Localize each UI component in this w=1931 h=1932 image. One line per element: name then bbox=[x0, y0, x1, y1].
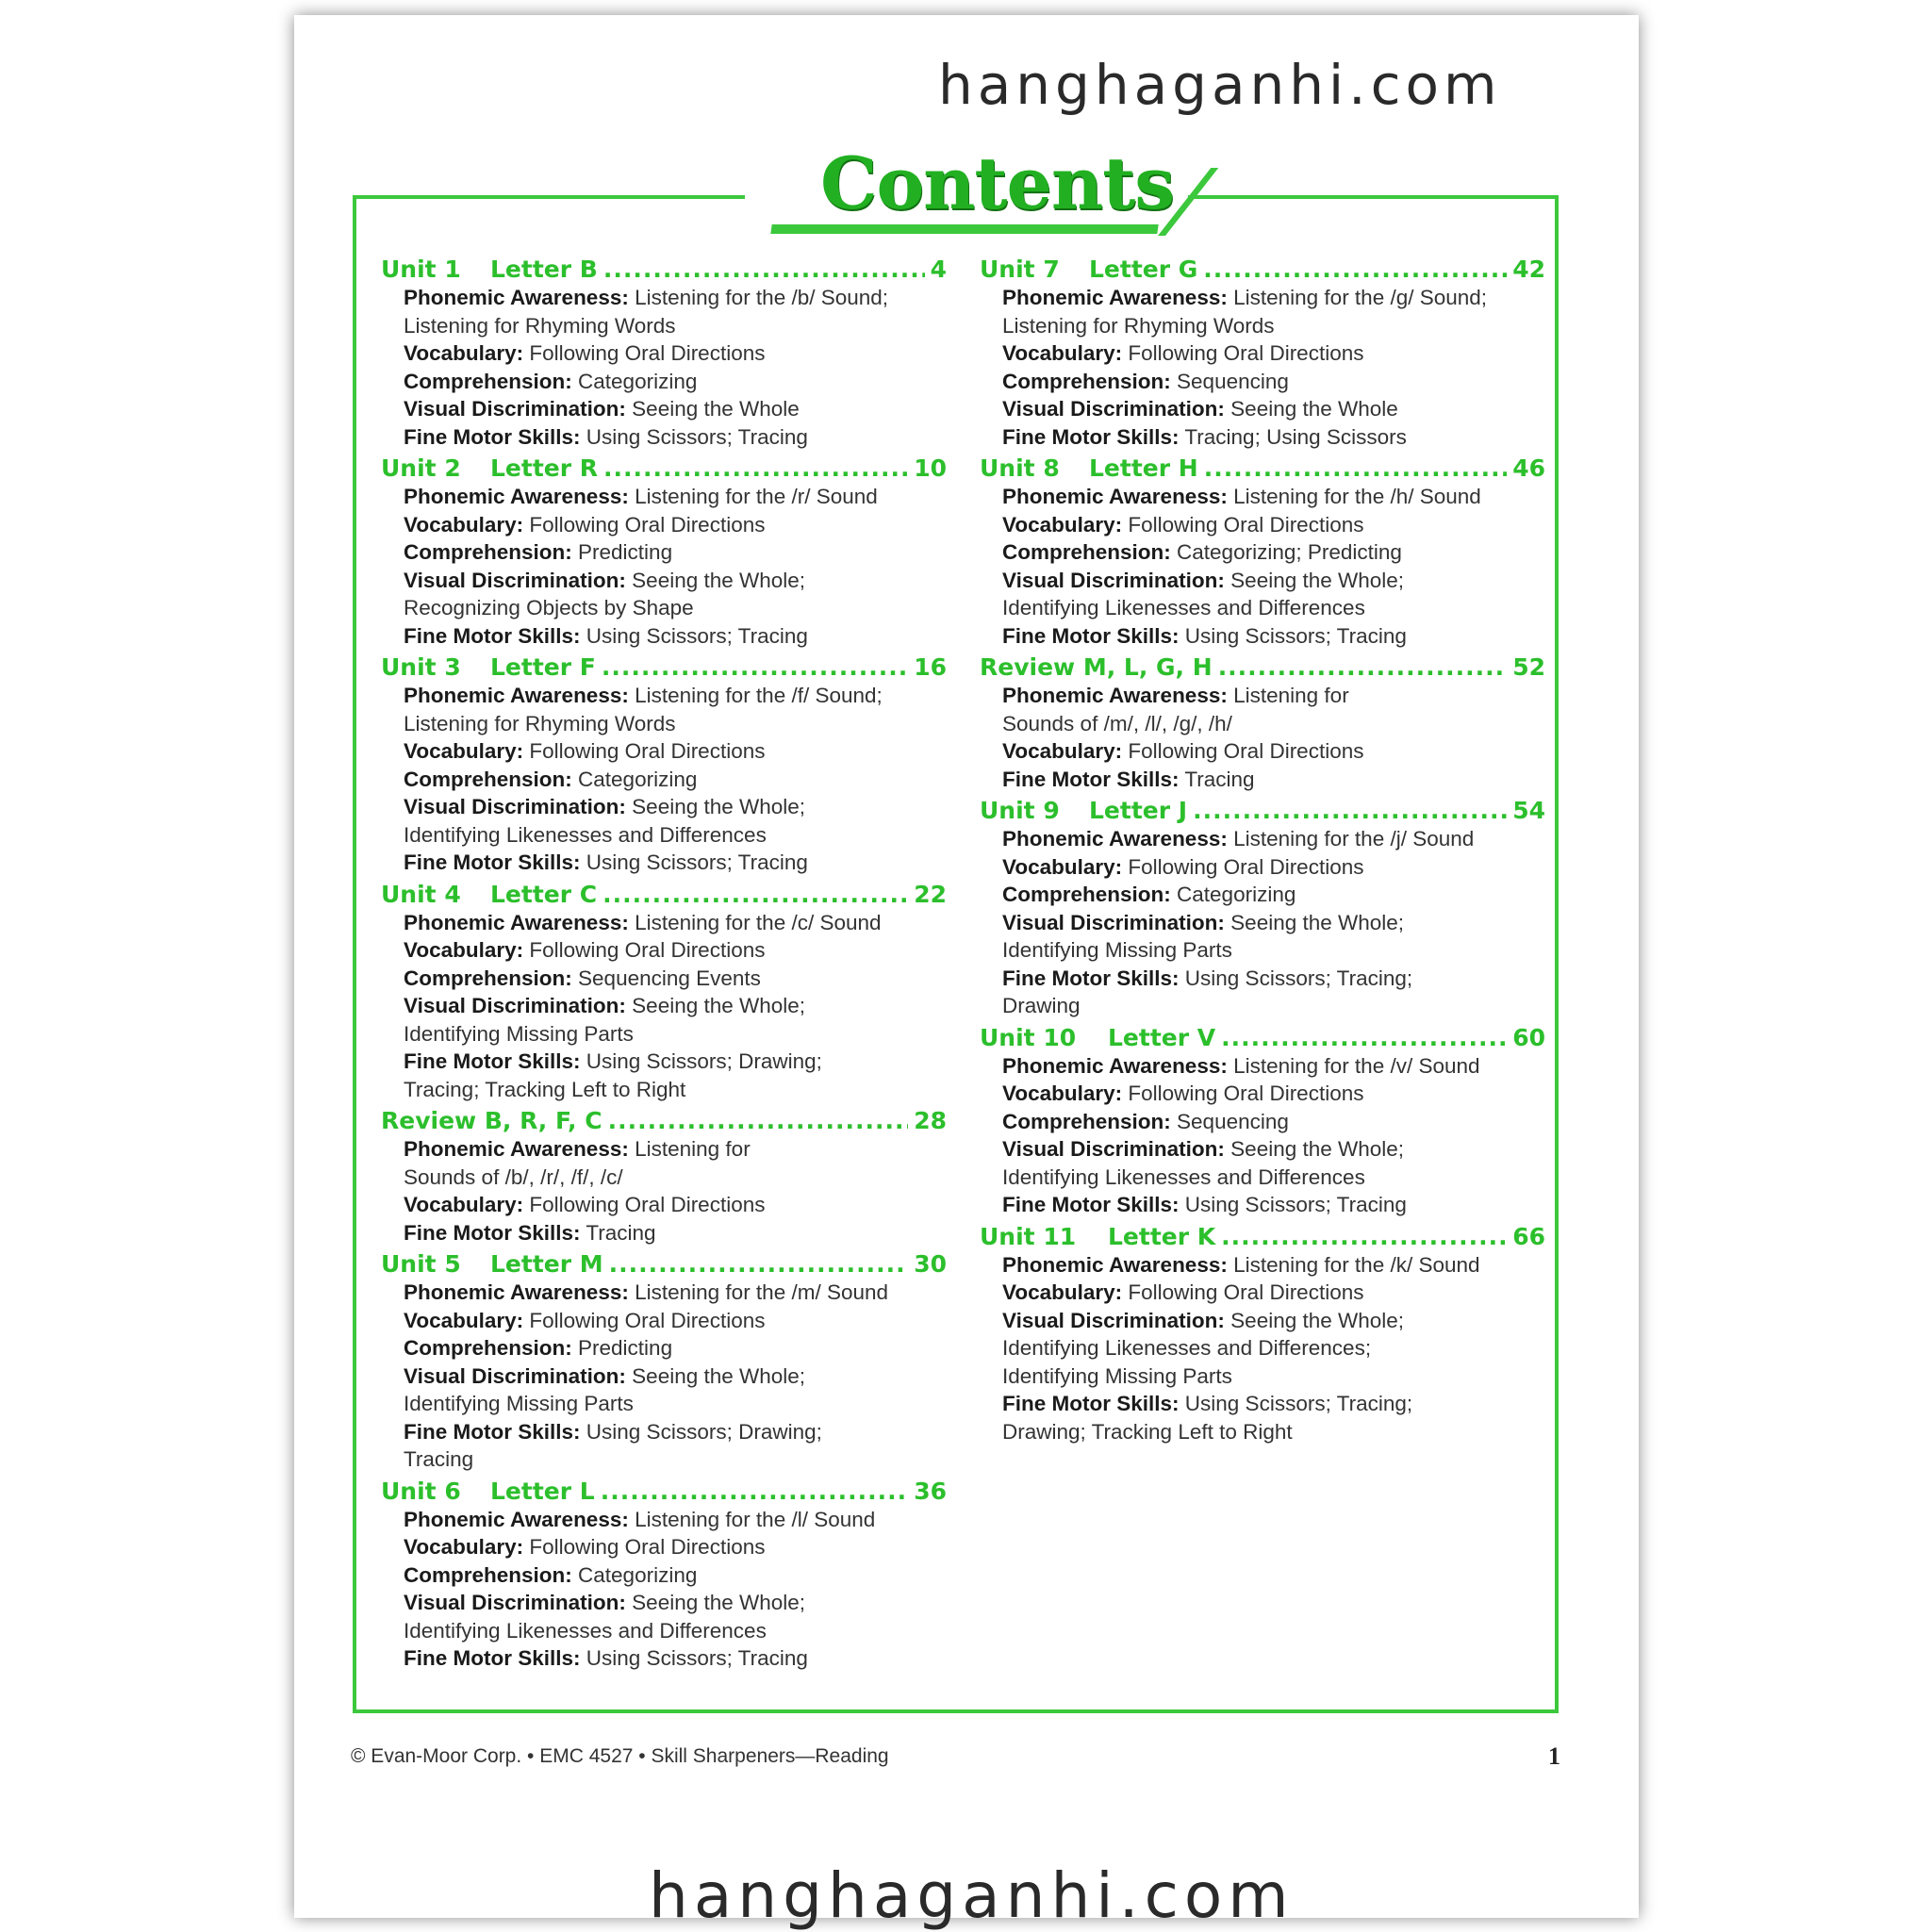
skill-line bbox=[980, 423, 1545, 452]
title-underline bbox=[770, 224, 1158, 234]
toc-entry bbox=[381, 1249, 947, 1474]
skill-line bbox=[980, 825, 1545, 853]
toc-entry bbox=[381, 880, 947, 1104]
dot-leader bbox=[602, 652, 908, 682]
toc-entry bbox=[980, 255, 1545, 451]
skill-label: Vocabulary: bbox=[404, 739, 524, 763]
watermark-top: hanghaganhi.com bbox=[938, 53, 1502, 117]
toc-entry bbox=[381, 1477, 947, 1673]
skill-line bbox=[980, 1052, 1545, 1081]
skill-label: Fine Motor Skills: bbox=[404, 850, 581, 874]
skill-label: Fine Motor Skills: bbox=[1002, 1392, 1180, 1415]
skill-label: Visual Discrimination: bbox=[404, 397, 626, 421]
toc-entry bbox=[980, 796, 1545, 1020]
skill-label: Visual Discrimination: bbox=[1002, 1308, 1225, 1332]
skill-line bbox=[980, 395, 1545, 423]
page-ref: 28 bbox=[914, 1107, 947, 1134]
skill-line bbox=[381, 511, 947, 539]
skill-label: Phonemic Awareness: bbox=[404, 910, 629, 934]
toc-entry bbox=[381, 652, 947, 877]
page-ref: 52 bbox=[1512, 653, 1545, 681]
toc-entry-heading bbox=[381, 1106, 947, 1135]
skill-label: Vocabulary: bbox=[404, 341, 524, 365]
skill-text: Using Scissors; Tracing bbox=[1184, 623, 1407, 648]
skill-line bbox=[381, 1334, 947, 1362]
skill-label: Fine Motor Skills: bbox=[1002, 966, 1180, 990]
skill-line bbox=[381, 395, 947, 423]
skill-text: Listening for the /m/ Sound bbox=[635, 1280, 889, 1304]
skill-text: Seeing the Whole; bbox=[1230, 910, 1405, 934]
skill-text: Categorizing bbox=[1177, 883, 1296, 906]
skill-label: Fine Motor Skills: bbox=[404, 1220, 581, 1245]
unit-label: Review B, R, F, C bbox=[381, 1107, 602, 1134]
dot-leader bbox=[608, 1106, 909, 1135]
dot-leader bbox=[1221, 1222, 1507, 1251]
skill-text: Using Scissors; Tracing bbox=[586, 850, 808, 874]
page-ref: 30 bbox=[914, 1250, 947, 1278]
skill-label: Comprehension: bbox=[404, 1562, 572, 1587]
skill-line bbox=[381, 622, 947, 651]
page-ref: 66 bbox=[1512, 1222, 1545, 1250]
skill-label: Phonemic Awareness: bbox=[404, 1137, 629, 1161]
skill-text: Listening for the /g/ Sound; bbox=[1233, 286, 1488, 309]
skill-label: Phonemic Awareness: bbox=[404, 485, 629, 508]
skill-line bbox=[381, 1135, 947, 1191]
skill-label: Phonemic Awareness: bbox=[1002, 286, 1228, 309]
skill-line bbox=[980, 1108, 1545, 1136]
skill-label: Comprehension: bbox=[404, 966, 572, 990]
unit-label: Unit 2 bbox=[381, 454, 461, 482]
skill-text: Tracing bbox=[586, 1220, 656, 1245]
skill-line bbox=[381, 737, 947, 766]
skill-text: Identifying Missing Parts bbox=[1002, 1363, 1232, 1388]
skill-label: Visual Discrimination: bbox=[1002, 910, 1225, 934]
skill-text: Predicting bbox=[578, 540, 673, 564]
page-title: Contents bbox=[820, 141, 1175, 225]
unit-label: Unit 8 bbox=[980, 454, 1060, 482]
skill-line bbox=[381, 992, 947, 1048]
skill-line bbox=[980, 965, 1545, 1020]
toc-entry-heading bbox=[980, 454, 1545, 483]
skill-text: Following Oral Directions bbox=[529, 739, 766, 763]
unit-label: Unit 7 bbox=[980, 256, 1060, 283]
skill-line bbox=[381, 567, 947, 622]
skill-text: Listening for the /k/ Sound bbox=[1233, 1252, 1480, 1277]
toc-left-column bbox=[381, 255, 947, 1676]
skill-text: Listening for the /f/ Sound; bbox=[635, 684, 883, 707]
skill-label: Comprehension: bbox=[1002, 883, 1171, 906]
skill-line bbox=[381, 849, 947, 877]
skill-label: Vocabulary: bbox=[1002, 739, 1123, 763]
skill-label: Vocabulary: bbox=[404, 512, 524, 537]
skill-text: Listening for bbox=[1233, 684, 1349, 707]
skill-line bbox=[980, 1191, 1545, 1219]
unit-label: Unit 11 bbox=[980, 1222, 1077, 1250]
skill-line bbox=[381, 1418, 947, 1474]
skill-label: Comprehension: bbox=[404, 767, 572, 791]
dot-leader bbox=[1221, 1023, 1507, 1052]
unit-name: Letter M bbox=[490, 1250, 603, 1278]
skill-label: Vocabulary: bbox=[404, 1308, 524, 1332]
toc-entry-heading bbox=[980, 255, 1545, 284]
skill-label: Visual Discrimination: bbox=[404, 1363, 626, 1388]
skill-text: Listening for the /l/ Sound bbox=[635, 1507, 876, 1531]
skill-label: Phonemic Awareness: bbox=[404, 1507, 629, 1531]
skill-label: Comprehension: bbox=[404, 540, 572, 564]
unit-label: Unit 1 bbox=[381, 256, 461, 283]
skill-text: Following Oral Directions bbox=[1128, 739, 1364, 763]
skill-text: Tracing bbox=[404, 1447, 474, 1471]
skill-label: Phonemic Awareness: bbox=[1002, 485, 1228, 508]
unit-label: Unit 10 bbox=[980, 1023, 1077, 1051]
skill-line bbox=[381, 339, 947, 368]
skill-text: Identifying Missing Parts bbox=[1002, 938, 1232, 962]
skill-label: Visual Discrimination: bbox=[404, 568, 626, 592]
unit-label: Unit 4 bbox=[381, 880, 461, 908]
skill-line bbox=[980, 737, 1545, 766]
skill-label: Visual Discrimination: bbox=[1002, 568, 1225, 592]
skill-text: Tracing bbox=[1184, 767, 1255, 791]
unit-label: Unit 5 bbox=[381, 1250, 461, 1278]
skill-text: Sequencing Events bbox=[578, 966, 761, 990]
skill-label: Vocabulary: bbox=[1002, 1280, 1123, 1304]
skill-text: Using Scissors; Tracing bbox=[1184, 1193, 1407, 1216]
skill-label: Phonemic Awareness: bbox=[404, 1280, 629, 1304]
skill-text: Seeing the Whole bbox=[1230, 397, 1398, 421]
skill-label: Comprehension: bbox=[404, 1336, 572, 1360]
skill-text: Drawing; Tracking Left to Right bbox=[1002, 1419, 1293, 1444]
skill-text: Identifying Missing Parts bbox=[404, 1392, 634, 1415]
skill-label: Fine Motor Skills: bbox=[404, 623, 581, 648]
skill-text: Seeing the Whole bbox=[632, 397, 800, 421]
skill-text: Following Oral Directions bbox=[1128, 1280, 1364, 1304]
dot-leader bbox=[1204, 454, 1508, 483]
skill-line bbox=[381, 423, 947, 452]
skill-text: Using Scissors; Drawing; bbox=[586, 1049, 822, 1073]
skill-text: Using Scissors; Tracing; bbox=[1184, 966, 1413, 990]
toc-right-column bbox=[980, 255, 1545, 1448]
skill-line bbox=[381, 483, 947, 511]
skill-text: Using Scissors; Drawing; bbox=[586, 1419, 822, 1444]
toc-entry-heading bbox=[381, 1477, 947, 1506]
unit-name: Letter F bbox=[490, 653, 596, 681]
skill-text: Sequencing bbox=[1177, 369, 1289, 393]
skill-line bbox=[381, 284, 947, 339]
skill-text: Listening for Rhyming Words bbox=[404, 711, 676, 735]
skill-label: Visual Discrimination: bbox=[1002, 397, 1225, 421]
skill-text: Seeing the Whole; bbox=[632, 795, 806, 818]
toc-entry bbox=[980, 454, 1545, 650]
skill-line bbox=[980, 483, 1545, 511]
unit-name: Letter K bbox=[1108, 1222, 1216, 1250]
skill-label: Fine Motor Skills: bbox=[404, 1646, 581, 1670]
skill-label: Phonemic Awareness: bbox=[1002, 1053, 1228, 1078]
toc-entry bbox=[980, 1222, 1545, 1446]
skill-line bbox=[381, 538, 947, 567]
skill-label: Vocabulary: bbox=[1002, 341, 1123, 365]
toc-entry-heading bbox=[980, 652, 1545, 682]
skill-text: Sequencing bbox=[1177, 1109, 1289, 1133]
skill-text: Predicting bbox=[578, 1336, 673, 1360]
skill-label: Phonemic Awareness: bbox=[1002, 684, 1228, 707]
unit-name: Letter H bbox=[1089, 454, 1198, 482]
skill-line bbox=[381, 1307, 947, 1335]
skill-line bbox=[381, 1644, 947, 1673]
skill-text: Identifying Likenesses and Differences bbox=[404, 1618, 767, 1643]
skill-text: Categorizing bbox=[578, 1562, 698, 1587]
skill-label: Visual Discrimination: bbox=[404, 994, 626, 1017]
skill-line bbox=[381, 1191, 947, 1219]
skill-text: Listening for Rhyming Words bbox=[1002, 313, 1275, 338]
skill-label: Phonemic Awareness: bbox=[1002, 1252, 1228, 1277]
page-number: 1 bbox=[1548, 1742, 1560, 1770]
skill-text: Listening for Rhyming Words bbox=[404, 313, 676, 338]
skill-text: Categorizing bbox=[578, 369, 698, 393]
unit-label: Unit 9 bbox=[980, 797, 1060, 824]
skill-line bbox=[381, 793, 947, 849]
page-ref: 42 bbox=[1512, 256, 1545, 283]
page-ref: 54 bbox=[1512, 797, 1545, 824]
toc-entry-heading bbox=[381, 255, 947, 284]
skill-text: Tracing; Tracking Left to Right bbox=[404, 1077, 686, 1101]
page-ref: 46 bbox=[1512, 454, 1545, 482]
skill-line bbox=[381, 909, 947, 937]
skill-text: Following Oral Directions bbox=[529, 938, 766, 962]
page-ref: 36 bbox=[914, 1477, 947, 1505]
skill-line bbox=[980, 368, 1545, 396]
dot-leader bbox=[1218, 652, 1508, 682]
skill-line bbox=[381, 1533, 947, 1561]
skill-text: Identifying Likenesses and Differences bbox=[1002, 1164, 1365, 1189]
skill-line bbox=[381, 1279, 947, 1307]
skill-label: Visual Discrimination: bbox=[1002, 1137, 1225, 1161]
unit-name: Letter L bbox=[490, 1477, 595, 1505]
skill-label: Vocabulary: bbox=[1002, 1082, 1123, 1105]
skill-label: Fine Motor Skills: bbox=[404, 424, 581, 449]
skill-text: Listening for the /j/ Sound bbox=[1233, 827, 1475, 850]
skill-line bbox=[980, 682, 1545, 737]
skill-label: Fine Motor Skills: bbox=[1002, 623, 1180, 648]
page-ref: 16 bbox=[914, 653, 947, 681]
skill-line bbox=[980, 1279, 1545, 1307]
skill-line bbox=[980, 1251, 1545, 1280]
skill-text: Following Oral Directions bbox=[529, 512, 766, 537]
skill-text: Listening for the /r/ Sound bbox=[635, 485, 878, 508]
skill-line bbox=[381, 965, 947, 993]
skill-line bbox=[980, 1307, 1545, 1391]
skill-label: Vocabulary: bbox=[404, 1193, 524, 1216]
skill-line bbox=[980, 881, 1545, 909]
skill-line bbox=[381, 1048, 947, 1103]
skill-text: Sounds of /m/, /l/, /g/, /h/ bbox=[1002, 711, 1232, 735]
unit-label: Review M, L, G, H bbox=[980, 653, 1213, 681]
skill-label: Phonemic Awareness: bbox=[1002, 827, 1228, 850]
skill-line bbox=[381, 368, 947, 396]
unit-label: Unit 6 bbox=[381, 1477, 461, 1505]
dot-leader bbox=[1193, 796, 1507, 825]
skill-text: Listening for the /v/ Sound bbox=[1233, 1053, 1480, 1078]
skill-label: Visual Discrimination: bbox=[404, 795, 626, 818]
skill-text: Seeing the Whole; bbox=[632, 1591, 806, 1614]
skill-text: Following Oral Directions bbox=[1128, 854, 1364, 879]
skill-label: Phonemic Awareness: bbox=[404, 684, 629, 707]
skill-line bbox=[980, 284, 1545, 339]
skill-label: Comprehension: bbox=[404, 369, 572, 393]
skill-line bbox=[381, 1589, 947, 1644]
skill-line bbox=[381, 682, 947, 737]
skill-line bbox=[381, 1506, 947, 1534]
skill-text: Following Oral Directions bbox=[1128, 341, 1364, 365]
skill-text: Following Oral Directions bbox=[529, 1535, 766, 1559]
skill-text: Seeing the Whole; bbox=[632, 568, 806, 592]
skill-text: Using Scissors; Tracing bbox=[586, 424, 808, 449]
footer-credit: © Evan-Moor Corp. • EMC 4527 • Skill Sharpeners—Reading bbox=[351, 1745, 889, 1767]
skill-line bbox=[980, 538, 1545, 567]
unit-name: Letter R bbox=[490, 454, 599, 482]
skill-text: Seeing the Whole; bbox=[1230, 568, 1405, 592]
skill-text: Categorizing bbox=[578, 767, 698, 791]
skill-text: Seeing the Whole; bbox=[632, 1363, 806, 1388]
skill-label: Fine Motor Skills: bbox=[1002, 767, 1180, 791]
skill-label: Fine Motor Skills: bbox=[404, 1049, 581, 1073]
skill-label: Phonemic Awareness: bbox=[404, 286, 629, 309]
skill-label: Vocabulary: bbox=[404, 1535, 524, 1559]
unit-name: Letter J bbox=[1089, 797, 1188, 824]
skill-text: Tracing; Using Scissors bbox=[1184, 424, 1407, 449]
skill-line bbox=[980, 567, 1545, 622]
dot-leader bbox=[609, 1249, 909, 1279]
skill-line bbox=[980, 339, 1545, 368]
skill-text: Following Oral Directions bbox=[1128, 512, 1364, 537]
skill-line bbox=[381, 766, 947, 794]
skill-label: Vocabulary: bbox=[1002, 512, 1123, 537]
skill-line bbox=[980, 622, 1545, 651]
skill-label: Vocabulary: bbox=[404, 938, 524, 962]
skill-line bbox=[980, 1080, 1545, 1108]
skill-label: Fine Motor Skills: bbox=[1002, 1193, 1180, 1216]
unit-label: Unit 3 bbox=[381, 653, 461, 681]
skill-line bbox=[980, 766, 1545, 794]
skill-text: Identifying Likenesses and Differences bbox=[404, 822, 767, 847]
toc-entry bbox=[980, 1023, 1545, 1219]
skill-text: Identifying Likenesses and Differences; bbox=[1002, 1336, 1372, 1360]
page-ref: 4 bbox=[930, 256, 947, 283]
skill-label: Comprehension: bbox=[1002, 369, 1171, 393]
skill-line bbox=[381, 1561, 947, 1590]
toc-entry bbox=[381, 454, 947, 650]
unit-name: Letter B bbox=[490, 256, 598, 283]
skill-text: Sounds of /b/, /r/, /f/, /c/ bbox=[404, 1164, 623, 1189]
skill-line bbox=[381, 1219, 947, 1247]
page-ref: 60 bbox=[1512, 1023, 1545, 1051]
skill-text: Following Oral Directions bbox=[529, 1308, 766, 1332]
unit-name: Letter G bbox=[1089, 256, 1198, 283]
toc-entry-heading bbox=[381, 652, 947, 682]
skill-label: Visual Discrimination: bbox=[404, 1591, 626, 1614]
toc-entry bbox=[980, 652, 1545, 793]
skill-text: Following Oral Directions bbox=[529, 1193, 766, 1216]
toc-entry-heading bbox=[980, 1222, 1545, 1251]
unit-name: Letter V bbox=[1108, 1023, 1216, 1051]
skill-text: Listening for the /c/ Sound bbox=[635, 910, 882, 934]
skill-text: Listening for bbox=[635, 1137, 751, 1161]
page-ref: 22 bbox=[914, 880, 947, 908]
skill-text: Using Scissors; Tracing; bbox=[1184, 1392, 1413, 1415]
skill-label: Fine Motor Skills: bbox=[1002, 424, 1180, 449]
toc-entry-heading bbox=[980, 1023, 1545, 1052]
skill-label: Vocabulary: bbox=[1002, 854, 1123, 879]
toc-entry-heading bbox=[381, 880, 947, 909]
skill-line bbox=[980, 1390, 1545, 1445]
page-ref: 10 bbox=[914, 454, 947, 482]
skill-label: Fine Motor Skills: bbox=[404, 1419, 581, 1444]
skill-text: Following Oral Directions bbox=[529, 341, 766, 365]
skill-line bbox=[381, 1362, 947, 1418]
skill-text: Identifying Likenesses and Differences bbox=[1002, 596, 1365, 619]
skill-text: Categorizing; Predicting bbox=[1177, 540, 1402, 564]
skill-line bbox=[980, 511, 1545, 539]
toc-entry-heading bbox=[980, 796, 1545, 825]
skill-text: Using Scissors; Tracing bbox=[586, 1646, 808, 1670]
skill-text: Recognizing Objects by Shape bbox=[404, 596, 694, 619]
skill-text: Seeing the Whole; bbox=[1230, 1137, 1405, 1161]
skill-line bbox=[381, 936, 947, 965]
unit-name: Letter C bbox=[490, 880, 598, 908]
skill-text: Listening for the /b/ Sound; bbox=[635, 286, 889, 309]
skill-text: Using Scissors; Tracing bbox=[586, 623, 808, 648]
toc-entry-heading bbox=[381, 454, 947, 483]
toc-entry bbox=[381, 1106, 947, 1247]
skill-text: Identifying Missing Parts bbox=[404, 1021, 634, 1046]
skill-line bbox=[980, 1135, 1545, 1191]
toc-entry-heading bbox=[381, 1249, 947, 1279]
skill-text: Drawing bbox=[1002, 994, 1081, 1017]
dot-leader bbox=[1203, 255, 1507, 284]
skill-line bbox=[980, 853, 1545, 882]
skill-line bbox=[980, 909, 1545, 965]
skill-text: Seeing the Whole; bbox=[1230, 1308, 1405, 1332]
skill-label: Comprehension: bbox=[1002, 540, 1171, 564]
dot-leader bbox=[603, 454, 908, 483]
watermark-bottom: hanghaganhi.com bbox=[649, 1859, 1295, 1932]
dot-leader bbox=[603, 255, 925, 284]
dot-leader bbox=[602, 880, 908, 909]
skill-text: Seeing the Whole; bbox=[632, 994, 806, 1017]
skill-text: Listening for the /h/ Sound bbox=[1233, 485, 1481, 508]
dot-leader bbox=[601, 1477, 908, 1506]
skill-text: Following Oral Directions bbox=[1128, 1082, 1364, 1105]
skill-label: Comprehension: bbox=[1002, 1109, 1171, 1133]
toc-entry bbox=[381, 255, 947, 451]
